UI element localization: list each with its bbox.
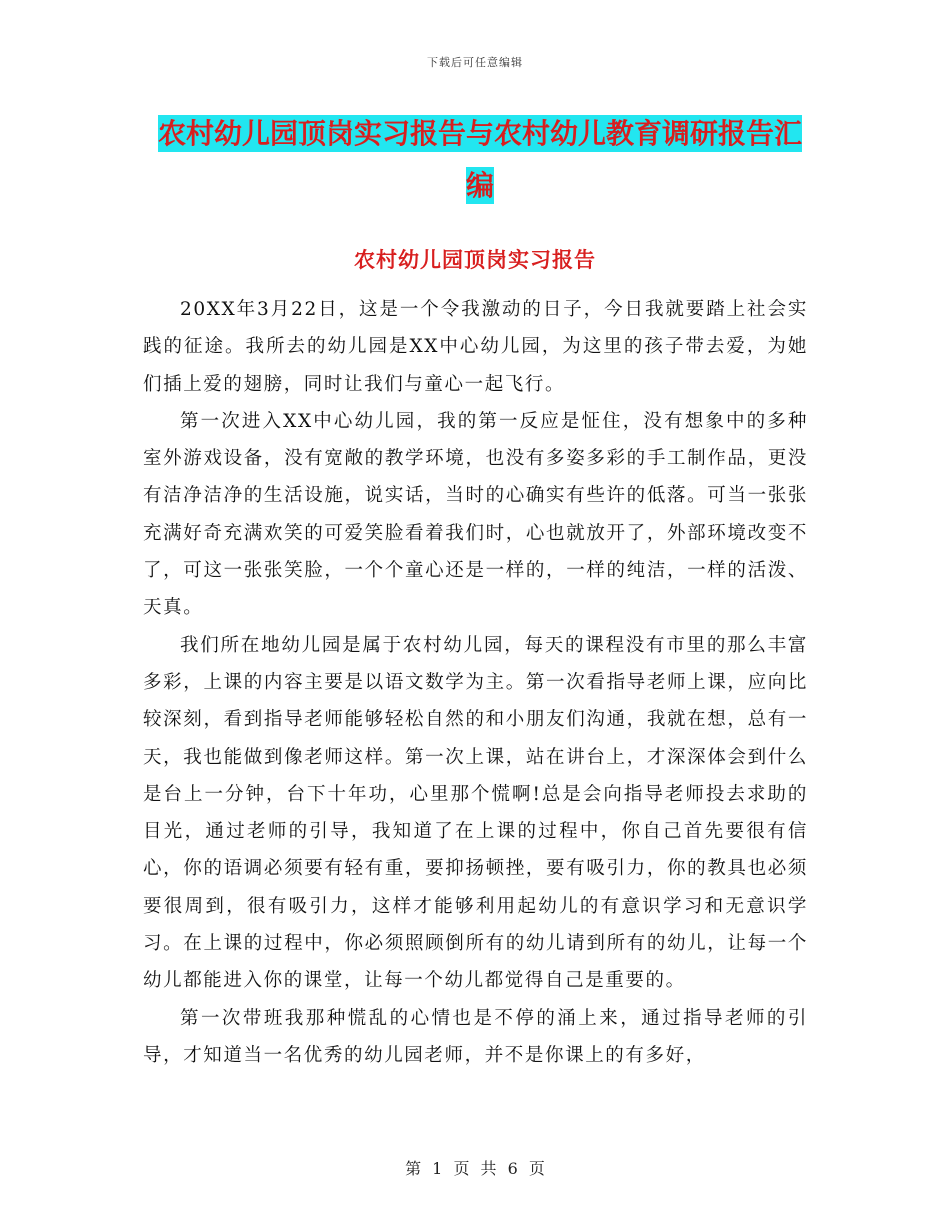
page-number: 第 1 页 共 6 页 [405,1159,545,1178]
page-header-note: 下载后可任意编辑 [427,56,523,69]
paragraph: 20XX年3月22日，这是一个令我激动的日子，今日我就要踏上社会实践的征途。我所去的幼儿园是XX中心幼儿园，为这里的孩子带去爱，为她们插上爱的翅膀，同时让我们与童心一起飞行。 [143,299,808,395]
paragraph: 我们所在地幼儿园是属于农村幼儿园，每天的课程没有市里的那么丰富多彩，上课的内容主要是以语文数学为主。第一次看指导老师上课，应向比较深刻，看到指导老师能够轻松自然的和小朋友们沟通，我就在想，总有一天，我也能做到像老师这样。第一次上课，站在讲台上，才深深体会到什么是台上一分钟，台下十年功，心里那个慌啊!总是会向指导老师投去求助的目光，通过老师的引导，我知道了在上课的过程中，你自己首先要很有信心，你的语调必须要有轻有重，要抑扬顿挫，要有吸引力，你的教具也必须要很周到，很有吸引力，这样才能够利用起幼儿的有意识学习和无意识学习。在上课的过程中，你必须照顾倒所有的幼儿请到所有的幼儿，让每一个幼儿都能进入你的课堂，让每一个幼儿都觉得自己是重要的。 [143,634,808,992]
document-title-line2: 编 [465,169,494,202]
document-title-line1: 农村幼儿园顶岗实习报告与农村幼儿教育调研报告汇 [157,117,802,150]
section-title: 农村幼儿园顶岗实习报告 [354,248,596,272]
paragraph: 第一次带班我那种慌乱的心情也是不停的涌上来，通过指导老师的引导，才知道当一名优秀的幼儿园老师，并不是你课上的有多好， [143,1007,808,1066]
document-title [140,108,820,212]
document-body [143,291,808,1074]
paragraph: 第一次进入XX中心幼儿园，我的第一反应是怔住，没有想象中的多种室外游戏设备，没有宽敞的教学环境，也没有多姿多彩的手工制作品，更没有洁净洁净的生活设施，说实话，当时的心确实有些许的低落。可当一张张充满好奇充满欢笑的可爱笑脸看着我们时，心也就放开了，外部环境改变不了，可这一张张笑脸，一个个童心还是一样的，一样的纯洁，一样的活泼、天真。 [143,410,808,619]
